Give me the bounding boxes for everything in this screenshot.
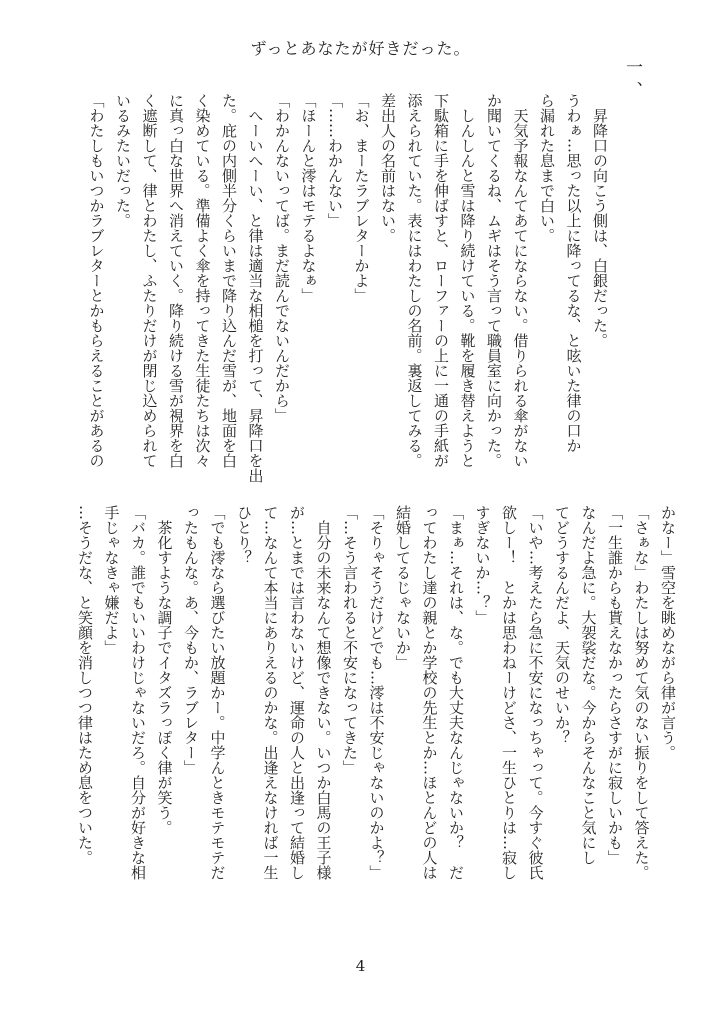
text-column: 「でも澪なら選びたい放題かー。中学んときモテモテだ [208,505,227,880]
text-column: ら漏れた息まで白い。 [538,93,556,243]
text-column: た。庇の内側半分くらいまで降り込んだ雪が、地面を白 [220,93,238,468]
text-column: なんだよ急に。大袈裟だな。今からそんなこと気にし [579,505,598,865]
upper-text-block [83,93,613,483]
text-column: …そうだな、と笑顔を消しつつ律はため息をついた。 [76,505,94,865]
text-column: 「……わかんない」 [326,93,344,228]
lower-text-block [72,505,682,885]
text-column: 「さぁな」わたしは努めて気のない振りをして答えた。 [632,505,651,880]
text-column: 欲しー！ とかは思わねーけどさ、一生ひとりは…寂し [500,505,518,880]
text-column: 添えられていた。表にはわたしの名前。裏返してみる。 [405,93,424,468]
text-column: 「わかんないってば。まだ読んでないんだから」 [273,93,291,423]
text-column: 「そりゃそうだけどでも…澪は不安じゃないのかよ？」 [367,505,386,880]
text-column: 昇降口の向こう側は、白銀だった。 [591,93,609,348]
text-column: てどうするんだよ、天気のせいか？ [553,505,571,745]
text-column: ってわたし達の親とか学校の先生とか…ほとんどの人は [420,505,439,880]
text-column: 結婚してるじゃないか」 [394,505,412,670]
text-column: に真っ白な世界へ消えていく。降り続ける雪が視界を白 [167,93,185,468]
text-column: 「ほーんと澪はモテるよなぁ」 [299,93,318,303]
text-column: 茶化すような調子でイタズラっぽく律が笑う。 [155,505,174,835]
text-column: すぎないか…？」 [473,505,492,625]
text-column: 自分の未来なんて想像できない。いつか白馬の王子様 [314,505,333,880]
text-column: へーいへーい、と律は適当な相槌を打って、昇降口を出 [246,93,265,483]
text-column: 下駄箱に手を伸ばすと、ローファーの上に一通の手紙が [432,93,450,468]
text-column: 「…そう言われると不安になってきた」 [341,505,359,775]
text-column: ったもんな。あ、今もか、ラブレター」 [182,505,200,775]
text-column: しんしんと雪は降り続けている。靴を履き替えようと [458,93,477,468]
page-title: ずっとあなたが好きだった。 [250,39,471,58]
text-column: 「お、まーたラブレターかよ」 [352,93,371,303]
text-column: 「わたしもいつかラブレターとかもらえることがあるの [87,93,106,468]
text-column: か聞いてくるね、ムギはそう言って職員室に向かった。 [485,93,503,468]
text-column: うわぁ…思った以上に降ってるな、と呟いた律の口か [564,93,583,453]
text-column: く遮断して、律とわたし、ふたりだけが閉じ込められて [140,93,159,468]
text-column: ひとり？ [235,505,253,565]
text-column: 「まぁ…それは、な。でも大丈夫なんじゃないか？ だ [447,505,465,880]
text-column: 手じゃなきゃ嫌だよ」 [102,505,121,655]
text-column: 差出人の名前はない。 [379,93,397,243]
page-number: 4 [355,957,366,975]
text-column: いるみたいだった。 [114,93,132,228]
text-column: て…なんて本当にありえるのかな。出逢えなければ一生 [261,505,280,880]
text-column: く染めている。準備よく傘を持ってきた生徒たちは次々 [193,93,212,468]
text-column: 天気予報なんてあてにならない。借りられる傘がない [511,93,530,468]
chapter-heading: 一、 [622,58,642,104]
text-column: かなー」雪空を眺めながら律が言う。 [659,505,677,760]
text-column: 「バカ。誰でもいいわけじゃないだろ。自分が好きな相 [129,505,147,880]
text-column: 「いや…考えたら急に不安になっちゃって。今すぐ彼氏 [526,505,545,880]
text-column: 「一生誰からも貰えなかったらさすがに寂しいかも」 [606,505,624,865]
text-column: が…とまでは言わないけど、運命の人と出逢って結婚し [288,505,306,880]
